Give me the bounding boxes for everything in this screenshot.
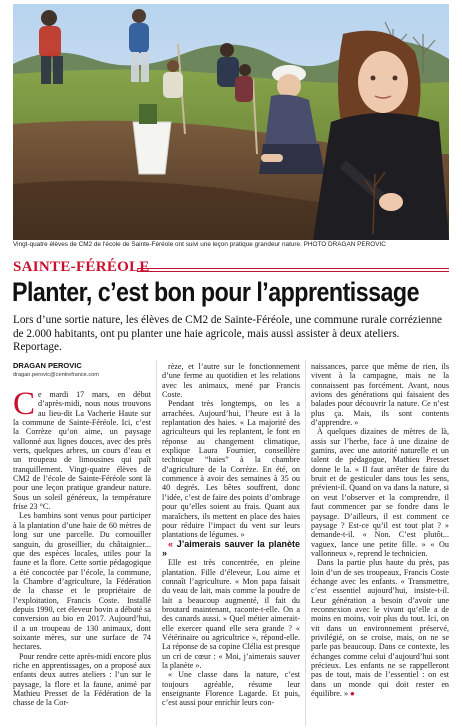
paragraph: Les bambins sont venus pour participer à la plantation d’une haie de 60 mètres de long sur une parcelle. Du cornouiller sanguin, du groseillier, du châtaignier... que des espèces locales, utiles pour la faune et la flore. Cette sortie pédagogique a été concoctée par l’école, la commune, la Chambre d’agriculture, la Fédération de la chasse et le propriétaire de l’exploitation, Francis Coste. Installé depuis 1990, cet éleveur bovin a débuté sa conversion au bio en 2017. Aujourd’hui, il a un troupeau de 130 animaux, dont soixante mères, sur une surface de 74 hectares.: [13, 511, 151, 652]
article-column-1: [13, 390, 151, 728]
article-kicker: [13, 259, 449, 277]
paragraph: rèze, et l’autre sur le fonctionnement d’une ferme au quotidien et les relations avec les animaux, mené par Francis Coste.: [162, 362, 300, 400]
paragraph: Pour rendre cette après-midi encore plus riche en apprentissages, on a proposé aux enfants deux autres ateliers : l’un sur le paysage, la flore et la faune, animé par Mathieu Presset de la Fédération de la chasse de la Cor-: [13, 651, 151, 708]
paragraph: Ce mardi 17 mars, en début d’après-midi, nous nous trouvons au lieu-dit La Vacherie Haute sur la commune de Sainte-Féréole. Ici, c’est la Corrèze qu’on aime, un paysage vallonné aux lignes douces, avec des près verts, quelques arbres, un cours d’eau et un troupeau de limousines qui paît tranquillement. Vingt-quatre élèves de CM2 de l’école de Sainte-Féréole sont là pour une leçon pratique grandeur nature. Sous un soleil généreux, la température frise 23 °C.: [13, 390, 151, 512]
dropcap: C: [13, 390, 36, 422]
section-subheading: « J’aimerais sauver la planète »: [162, 538, 300, 558]
paragraph: Dans la partie plus haute du près, pas loin d’un de ses troupeaux, Francis Coste échange avec les enfants. « Transmettre, c’est essentiel aujourd’hui, insiste-t-il. Leur génération a besoin d’avoir une reconnexion avec le vivant qu’elle a de moins en moins, voir plus du tout. Ici, on vit dans un environnement préservé, privilégié, on se croise, mais, on ne se parle pas beaucoup. Dans ce contexte, les échanges comme celui d’aujourd’hui sont précieux. Les enfants ne se rappelleront pas de tout, mais de l’essentiel : on est dans un monde qui doit rester en équilibre. » ●: [311, 558, 449, 699]
kicker-rule: [137, 271, 449, 272]
photo-caption: Vingt-quatre élèves de CM2 de l'école de Sainte-Féréole ont suivi une leçon pratique grandeur nature. PHOTO DRAGAN PEROVIC: [13, 241, 386, 248]
byline: [13, 361, 153, 378]
kicker-label: SAINTE-FÉRÉOLE: [13, 259, 150, 275]
paragraph: Elle est très concentrée, en pleine plantation. Fille d’éleveur, Lou aime et connaît l’agriculture. « Mon papa faisait du veau de lait, mais comme la poudre de lait a beaucoup augmenté, il fait du broutard maintenant, raconte-t-elle. On a des canards aussi. » Quel métier aimerait-elle exercer quand elle sera grande ? « Vétérinaire ou agricultrice », répond-elle. La réponse de sa copine Clélia est presque un cri de cœur : « Moi, j’aimerais sauver la planète ».: [162, 558, 300, 670]
author-name: DRAGAN PEROVIC: [13, 361, 82, 370]
end-of-article-mark: ●: [350, 689, 355, 699]
article-headline: Planter, c’est bon pour l’apprentissage: [12, 277, 419, 307]
author-email[interactable]: dragan.perovic@centrefrance.com: [13, 372, 99, 378]
article-column-3: [311, 362, 449, 726]
paragraph: naissances, parce que même de rien, ils vivent à la campagne, mais ne la connaissent pas forcément. Avant, nous avions des générations qui faisaient des balades pour découvrir la nature. Ce n’est plus ça. Mais, ils sont contents d’apprendre. »: [311, 362, 449, 428]
article-photo: [13, 4, 449, 240]
paragraph: Pendant très longtemps, on les a arrachées. Aujourd’hui, l’heure est à la replantation des haies. « La majorité des agriculteurs qui les replantent, le font en réponse au changement climatique, explique Laura Fournier, conseillère technique “haies” à la chambre d’agriculture de la Corrèze. En été, on commence à avoir des semaines à 35 ou 40 degrés. Les bêtes souffrent, donc l’idée, c’est de faire des points d’ombrage pour qu’elles soient au frais. Quant aux maraîchers, ils mettent en place des haies pour réduire l’impact du vent sur leurs plantations de légumes. »: [162, 399, 300, 540]
paragraph: « Une classe dans la nature, c’est toujours agréable, résume leur enseignante Florence Lagarde. Et puis, c’est aussi pour enrichir leurs con-: [162, 670, 300, 708]
article-column-2: [162, 362, 300, 726]
article-lead: Lors d’une sortie nature, les élèves de CM2 de Sainte-Féréole, une commune rurale corrézienne de 2.000 habitants, ont pu planter une haie agricole, mais aussi assister à deux ateliers. Reportage.: [13, 314, 442, 354]
column-divider: [156, 360, 157, 726]
photo-illustration: [13, 4, 449, 240]
kicker-rule: [137, 268, 449, 269]
paragraph: À quelques dizaines de mètres de là, assis sur l’herbe, face à une dizaine de gamins, avec une autorité naturelle et un talent de pédagogue, Mathieu Presset donne le la. « Il faut arrêter de faire du bruit et de gesticuler dans tous les sens, prévient-il. Quand on va dans la nature, si on veut l’observer et la comprendre, il faut commencer par se fondre dans le paysage. D’ailleurs, il est comment ce paysage ? Est-ce qu’il est tout plat ? » demande-t-il. « Non. C’est plutôt... vaguex, lance une petite fille. » « Ou vallonneux », reprend le technicien.: [311, 427, 449, 558]
column-divider: [305, 360, 306, 726]
subheading-quote-mark: «: [168, 538, 174, 549]
